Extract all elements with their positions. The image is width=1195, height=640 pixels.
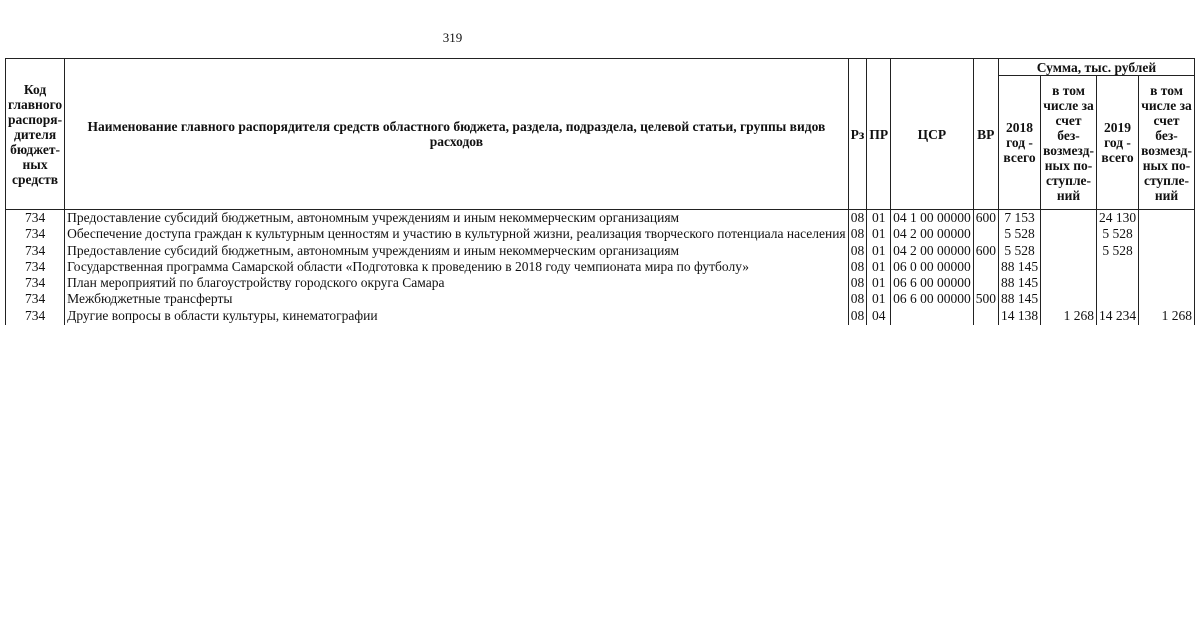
cell-name: Предоставление субсидий бюджетным, автономным учреждениям и иным некоммерческим организациям xyxy=(65,243,849,259)
cell-code: 734 xyxy=(6,291,65,307)
cell-2019-grants xyxy=(1139,275,1195,291)
cell-2019-grants xyxy=(1139,226,1195,242)
cell-name: Предоставление субсидий бюджетным, автономным учреждениям и иным некоммерческим организациям xyxy=(65,210,849,227)
table-row xyxy=(6,226,1195,242)
cell-2018-total: 88 145 xyxy=(998,275,1040,291)
cell-2018-grants xyxy=(1041,243,1097,259)
cell-rz: 08 xyxy=(848,210,867,227)
budget-table xyxy=(5,58,1195,325)
cell-pr: 01 xyxy=(867,210,891,227)
cell-2018-grants: 1 268 xyxy=(1041,308,1097,325)
cell-2019-grants xyxy=(1139,259,1195,275)
table-row xyxy=(6,291,1195,307)
cell-vr: 600 xyxy=(973,210,998,227)
table-row xyxy=(6,259,1195,275)
table-row xyxy=(6,275,1195,291)
header-2019-total: 2019 год - всего xyxy=(1096,76,1138,210)
cell-pr: 01 xyxy=(867,226,891,242)
cell-pr: 04 xyxy=(867,308,891,325)
table-row xyxy=(6,243,1195,259)
cell-2019-total: 5 528 xyxy=(1096,243,1138,259)
cell-vr xyxy=(973,259,998,275)
cell-2018-grants xyxy=(1041,275,1097,291)
cell-name: Государственная программа Самарской области «Подготовка к проведению в 2018 году чемпионата мира по футболу» xyxy=(65,259,849,275)
cell-2019-total: 14 234 xyxy=(1096,308,1138,325)
header-sum: Сумма, тыс. рублей xyxy=(998,59,1194,76)
cell-name: Обеспечение доступа граждан к культурным ценностям и участию в культурной жизни, реализация творческого потенциала населения xyxy=(65,226,849,242)
cell-name: План мероприятий по благоустройству городского округа Самара xyxy=(65,275,849,291)
table-body xyxy=(6,210,1195,325)
cell-2018-grants xyxy=(1041,226,1097,242)
cell-csr: 06 6 00 00000 xyxy=(891,275,974,291)
cell-2019-total xyxy=(1096,259,1138,275)
header-code: Код главного распоря-дителя бюджет-ных средств xyxy=(6,59,65,210)
cell-2019-grants xyxy=(1139,291,1195,307)
cell-2018-total: 5 528 xyxy=(998,226,1040,242)
cell-name: Другие вопросы в области культуры, кинематографии xyxy=(65,308,849,325)
cell-pr: 01 xyxy=(867,243,891,259)
cell-rz: 08 xyxy=(848,226,867,242)
cell-2018-total: 88 145 xyxy=(998,291,1040,307)
cell-2019-grants xyxy=(1139,210,1195,227)
header-2018-total: 2018 год - всего xyxy=(998,76,1040,210)
cell-2019-total xyxy=(1096,291,1138,307)
cell-csr: 06 0 00 00000 xyxy=(891,259,974,275)
cell-vr: 600 xyxy=(973,243,998,259)
header-csr: ЦСР xyxy=(891,59,974,210)
cell-vr xyxy=(973,226,998,242)
cell-rz: 08 xyxy=(848,308,867,325)
cell-code: 734 xyxy=(6,275,65,291)
header-2018-grants: в том числе за счет без-возмезд-ных по-ступле-ний xyxy=(1041,76,1097,210)
cell-2019-total xyxy=(1096,275,1138,291)
cell-csr: 04 1 00 00000 xyxy=(891,210,974,227)
cell-code: 734 xyxy=(6,243,65,259)
header-rz: Рз xyxy=(848,59,867,210)
cell-name: Межбюджетные трансферты xyxy=(65,291,849,307)
cell-code: 734 xyxy=(6,210,65,227)
cell-pr: 01 xyxy=(867,275,891,291)
cell-csr: 04 2 00 00000 xyxy=(891,226,974,242)
cell-2018-total: 14 138 xyxy=(998,308,1040,325)
cell-2019-grants xyxy=(1139,243,1195,259)
cell-2018-grants xyxy=(1041,210,1097,227)
table-row xyxy=(6,210,1195,227)
cell-2019-grants: 1 268 xyxy=(1139,308,1195,325)
cell-pr: 01 xyxy=(867,291,891,307)
cell-rz: 08 xyxy=(848,243,867,259)
header-name: Наименование главного распорядителя средств областного бюджета, раздела, подраздела, целевой статьи, группы видов расходов xyxy=(65,59,849,210)
header-pr: ПР xyxy=(867,59,891,210)
cell-code: 734 xyxy=(6,259,65,275)
cell-csr xyxy=(891,308,974,325)
cell-2018-total: 5 528 xyxy=(998,243,1040,259)
cell-2018-grants xyxy=(1041,291,1097,307)
header-vr: ВР xyxy=(973,59,998,210)
page-number: 319 xyxy=(442,30,463,45)
cell-rz: 08 xyxy=(848,275,867,291)
header-2019-grants: в том числе за счет без-возмезд-ных по-ступле-ний xyxy=(1139,76,1195,210)
cell-csr: 06 6 00 00000 xyxy=(891,291,974,307)
cell-pr: 01 xyxy=(867,259,891,275)
table-row xyxy=(6,308,1195,325)
cell-rz: 08 xyxy=(848,291,867,307)
cell-rz: 08 xyxy=(848,259,867,275)
cell-vr xyxy=(973,275,998,291)
cell-2019-total: 5 528 xyxy=(1096,226,1138,242)
cell-2018-grants xyxy=(1041,259,1097,275)
cell-2019-total: 24 130 xyxy=(1096,210,1138,227)
cell-code: 734 xyxy=(6,308,65,325)
cell-vr: 500 xyxy=(973,291,998,307)
cell-csr: 04 2 00 00000 xyxy=(891,243,974,259)
cell-2018-total: 7 153 xyxy=(998,210,1040,227)
cell-vr xyxy=(973,308,998,325)
cell-2018-total: 88 145 xyxy=(998,259,1040,275)
table-header xyxy=(6,59,1195,210)
cell-code: 734 xyxy=(6,226,65,242)
